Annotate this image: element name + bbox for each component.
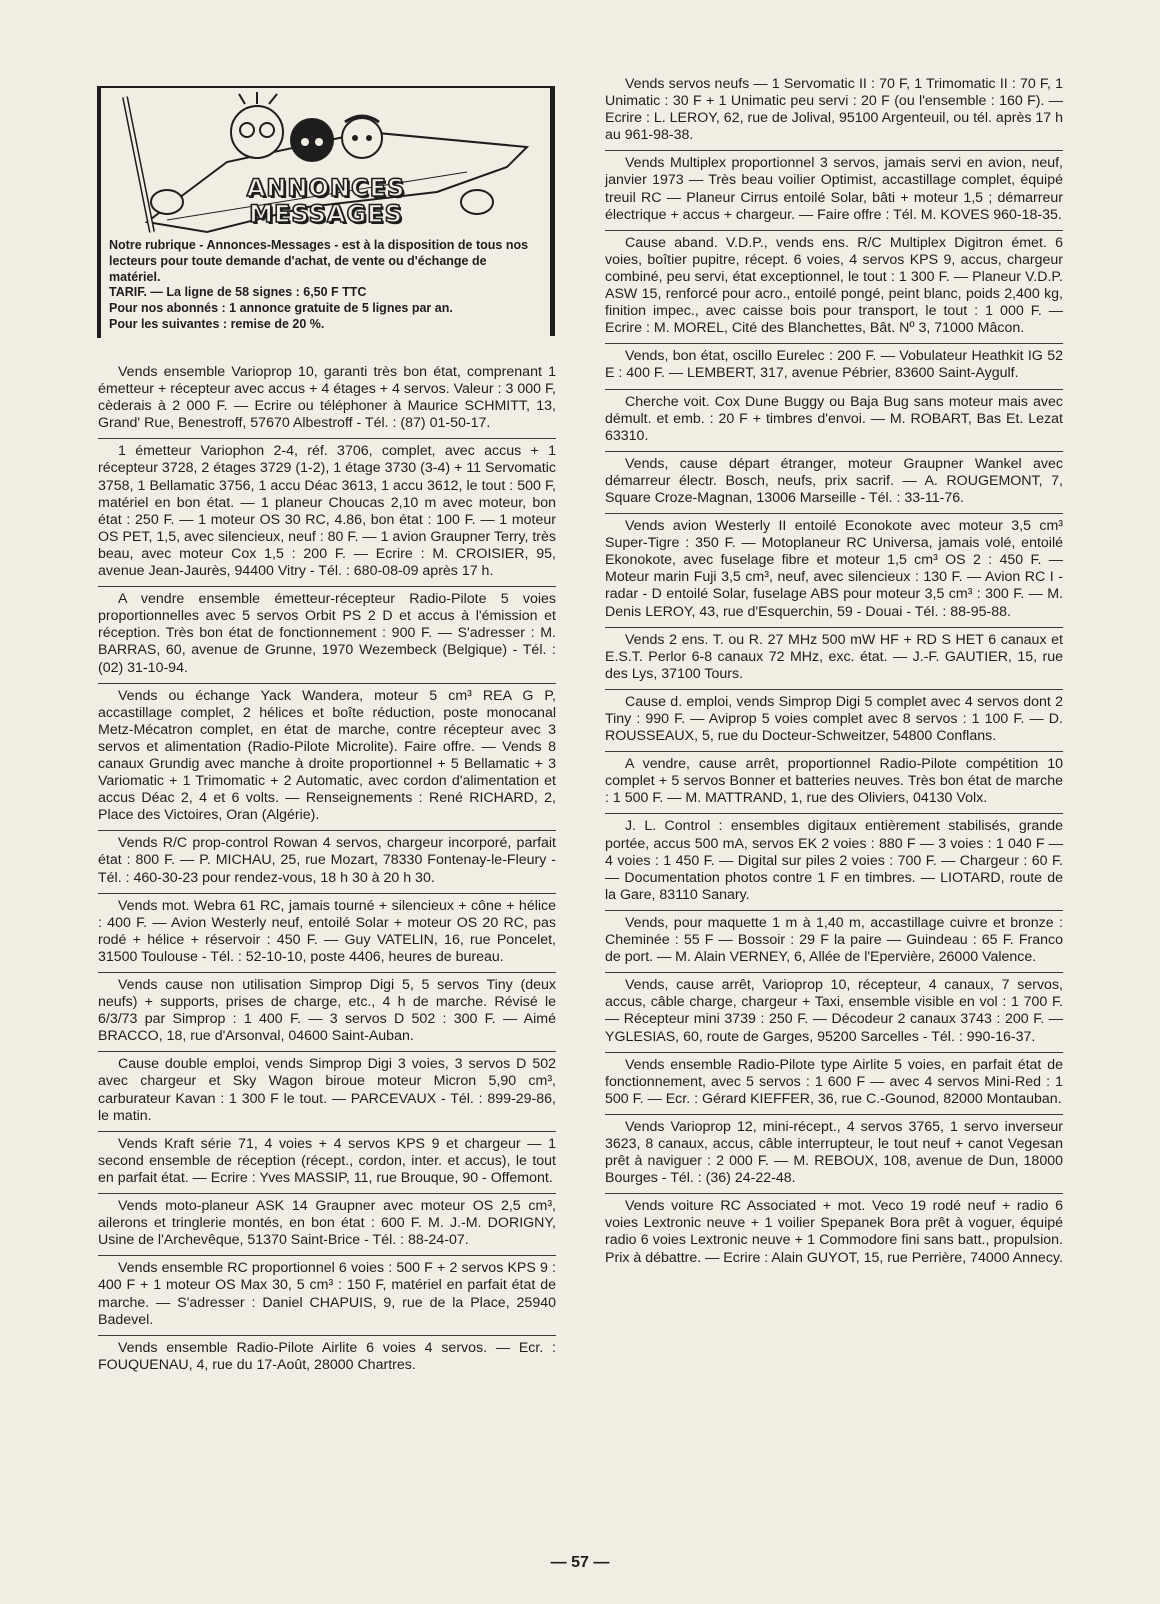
classified-ad: Vends ensemble Varioprop 10, garanti très bon état, comprenant 1 émetteur + récepteur avec accus + 4 étages + 4 servos. Valeur : 3 000 F, cèderais à 2 000 F. — Ecrire ou téléphoner à Maurice SCHMITT, 13, Grand' Rue, Benestroff, 57670 Albestroff - Tél. : (87) 01-50-17. bbox=[98, 360, 556, 439]
classified-ad: Vends moto-planeur ASK 14 Graupner avec moteur OS 2,5 cm³, ailerons et tringlerie montés, en bon état : 600 F. M. J.-M. DORIGNY, Usine de l'Archevêque, 51370 Saint-Brice - Tél. : 88-24-07. bbox=[98, 1194, 556, 1256]
classified-ad: Cause aband. V.D.P., vends ens. R/C Multiplex Digitron émet. 6 voies, boîtier pupitre, récept. 6 voies, 4 servos KPS 9, accus, chargeur combiné, peu servi, état exceptionnel, le tout : 1 300 F. — Planeur V.D.P. ASW 15, renforcé pour acro., entoilé pongé, peint blanc, poids 2,400 kg, finition impec., avec caisse bois pour transport, le tout : 1 000 F. — Ecrire : M. MOREL, Cité des Blanchettes, Bât. Nº 3, 71000 Mâcon. bbox=[605, 231, 1063, 345]
classified-ad: Cause d. emploi, vends Simprop Digi 5 complet avec 4 servos dont 2 Tiny : 990 F. — Aviprop 5 voies complet avec 8 servos : 1 100 F. — D. ROUSSEAUX, 5, rue du Docteur-Schweitzer, 54800 Conflans. bbox=[605, 690, 1063, 752]
classified-ad: Vends cause non utilisation Simprop Digi 5, 5 servos Tiny (deux neufs) + supports, prises de charge, etc., 4 h de marche. Révisé le 6/3/73 par Simprop : 1 400 F. — 3 servos D 502 : 300 F. — Aimé BRACCO, 18, rue d'Arsonval, 04600 Saint-Auban. bbox=[98, 973, 556, 1052]
classified-ad: Vends R/C prop-control Rowan 4 servos, chargeur incorporé, parfait état : 800 F. — P. MICHAU, 25, rue Mozart, 78330 Fontenay-le-Fleury - Tél. : 460-30-23 pour rendez-vous, 18 h 30 à 20 h 30. bbox=[98, 831, 556, 893]
classified-ad: Cherche voit. Cox Dune Buggy ou Baja Bug sans moteur mais avec démult. et emb. : 20 F + timbres d'envoi. — M. ROBART, Bas Et. Lezat 63310. bbox=[605, 390, 1063, 452]
classified-ad: Vends, bon état, oscillo Eurelec : 200 F. — Vobulateur Heathkit IG 52 E : 400 F. — LEMBERT, 317, avenue Pébrier, 83600 Saint-Aygulf. bbox=[605, 344, 1063, 389]
classified-ad: Vends ensemble Radio-Pilote Airlite 6 voies 4 servos. — Ecr. : FOUQUENAU, 4, rue du 17-Août, 28000 Chartres. bbox=[98, 1339, 556, 1373]
left-column bbox=[98, 360, 556, 1380]
classified-ad: Vends Multiplex proportionnel 3 servos, jamais servi en avion, neuf, janvier 1973 — Très beau voilier Optimist, accastillage complet, équipé treuil RC — Planeur Cirrus entoilé Solar, bâti + moteur 1,5 ; démarreur électrique + accus + chargeur. — Faire offre : Tél. M. KOVES 960-18-35. bbox=[605, 151, 1063, 230]
classified-ad: Vends mot. Webra 61 RC, jamais tourné + silencieux + cône + hélice : 400 F. — Avion Westerly neuf, entoilé Solar + moteur OS 20 RC, pas rodé + hélice + réservoir : 450 F. — Guy VATELIN, 16, rue Poncelet, 31500 Toulouse - Tél. : 52-10-10, poste 4406, heures de bureau. bbox=[98, 894, 556, 973]
classified-ad: A vendre, cause arrêt, proportionnel Radio-Pilote compétition 10 complet + 5 servos Bonner et batteries neuves. Très bon état de marche : 1 500 F. — M. MATTRAND, 1, rue des Oliviers, 04130 Volx. bbox=[605, 752, 1063, 814]
classified-ad: Cause double emploi, vends Simprop Digi 3 voies, 3 servos D 502 avec chargeur et Sky Wagon biroue moteur Micron 5,90 cm³, carburateur Kavan : 1 300 F le tout. — PARCEVAUX - Tél. : 899-29-86, le matin. bbox=[98, 1052, 556, 1131]
classified-ad: Vends, pour maquette 1 m à 1,40 m, accastillage cuivre et bronze : Cheminée : 55 F — Bossoir : 29 F la paire — Guindeau : 65 F. Franco de port. — M. Alain VERNEY, 6, Allée de l'Epervière, 26000 Valence. bbox=[605, 911, 1063, 973]
classified-ad: Vends voiture RC Associated + mot. Veco 19 rodé neuf + radio 6 voies Lextronic neuve + 1 voilier Spepanek Bora prêt à voguer, équipé radio 6 voies Lextronic neuve + 1 Commodore fini sans batt., propulsion. Prix à débattre. — Ecrire : Alain GUYOT, 15, rue Perrière, 74000 Annecy. bbox=[605, 1198, 1063, 1266]
classified-ad: Vends ensemble RC proportionnel 6 voies : 500 F + 2 servos KPS 9 : 400 F + 1 moteur OS Max 30, 5 cm³ : 150 F, matériel en parfait état de marche. — S'adresser : Daniel CHAPUIS, 9, rue de la Place, 25940 Badevel. bbox=[98, 1256, 556, 1335]
intro-text: Notre rubrique - Annonces-Messages - est à la disposition de tous nos lecteurs pour toute demande d'achat, de vente ou d'échange de matériel. bbox=[109, 238, 529, 284]
classified-ad: Vends servos neufs — 1 Servomatic II : 70 F, 1 Trimomatic II : 70 F, 1 Unimatic : 30 F + 1 Unimatic peu servi : 20 F (ou l'ensemble : 160 F). — Ecrire : L. LEROY, 62, rue de Jolival, 95100 Argenteuil, ou tél. après 17 h au 961-98-38. bbox=[605, 72, 1063, 151]
classified-ad: Vends Varioprop 12, mini-récept., 4 servos 3765, 1 servo inverseur 3623, 8 canaux, accus, câble interrupteur, le tout neuf + canot Vegesan prêt à naviguer : 2 000 F. — M. REBOUX, 108, avenue de Dun, 18000 Bourges - Tél. : (36) 24-22-48. bbox=[605, 1115, 1063, 1194]
classified-ad: Vends ensemble Radio-Pilote type Airlite 5 voies, en parfait état de fonctionnement, avec 5 servos : 1 600 F — avec 4 servos Mini-Red : 1 500 F. — Ecr. : Gérard KIEFFER, 36, rue C.-Gounod, 82000 Montauban. bbox=[605, 1053, 1063, 1115]
classified-ad: Vends 2 ens. T. ou R. 27 MHz 500 mW HF + RD S HET 6 canaux et E.S.T. Perlor 6-8 canaux 72 MHz, exc. état. — J.-F. GAUTIER, 15, rue des Lys, 37100 Tours. bbox=[605, 628, 1063, 690]
classified-ad: J. L. Control : ensembles digitaux entièrement stabilisés, grande portée, accus 500 mA, servos EK 2 voies : 880 F — 3 voies : 1 040 F — 4 voies : 1 450 F. — Digital sur piles 2 voies : 700 F. — Chargeur : 60 F. — Documentation photos contre 1 F en timbres. — LIOTARD, route de la Gare, 83110 Sanary. bbox=[605, 814, 1063, 910]
suivantes-text: Pour les suivantes : remise de 20 %. bbox=[109, 316, 325, 331]
header-intro bbox=[109, 238, 541, 333]
classified-ad: A vendre ensemble émetteur-récepteur Radio-Pilote 5 voies proportionnelles avec 5 servos Orbit PS 2 D et accus à l'émission et réception. Très bon état de fonctionnement : 900 F. — S'adresser : M. BARRAS, 60, avenue de Grunne, 1970 Wezembeck (Belgique) - Tél. : (02) 31-10-94. bbox=[98, 587, 556, 683]
classified-ad: Vends ou échange Yack Wandera, moteur 5 cm³ REA G P, accastillage complet, 2 hélices et boîte réduction, poste monocanal Metz-Mécatron complet, en état de marche, contre récepteur avec 3 servos et alimentation (Radio-Pilote Microlite). Faire offre. — Vends 8 canaux Grundig avec manche à droite proportionnel + 5 Bellamatic + 3 Variomatic + 1 Trimomatic + 2 Automatic, avec cordon d'alimentation et accus Déac 2, 4 et 6 volts. — Renseignements : René RICHARD, 2, Place des Victoires, Oran (Algérie). bbox=[98, 684, 556, 832]
header-title-annonces: ANNONCES bbox=[246, 174, 406, 202]
page-number: — 57 — bbox=[550, 1554, 610, 1571]
classified-ad: Vends avion Westerly II entoilé Econokote avec moteur 3,5 cm³ Super-Tigre : 350 F. — Motoplaneur RC Universa, jamais volé, entoilé Ekonokote, avec fuselage fibre et moteur 1,5 cm³ OS 2 : 450 F. — Moteur marin Fuji 3,5 cm³, neuf, avec silencieux : 130 F. — Avion RC I - radar - D entoilé Solar, fuselage ABS pour moteur 3,5 cm³ : 300 F. — M. Denis LEROY, 43, rue d'Esquerchin, 59 - Douai - Tél. : 88-95-88. bbox=[605, 514, 1063, 628]
tarif-text: TARIF. — La ligne de 58 signes : 6,50 F TTC bbox=[109, 285, 367, 300]
abonnes-text: Pour nos abonnés : 1 annonce gratuite de 5 lignes par an. bbox=[109, 301, 453, 316]
classified-ad: Vends, cause départ étranger, moteur Graupner Wankel avec démarreur électr. Bosch, neufs, prix sacrif. — A. ROUGEMONT, 7, Square Croze-Magnan, 13006 Marseille - Tél. : 33-11-76. bbox=[605, 452, 1063, 514]
classified-ad: Vends Kraft série 71, 4 voies + 4 servos KPS 9 et chargeur — 1 second ensemble de réception (récept., cordon, inter. et accus), le tout en parfait état. — Ecrire : Yves MASSIP, 11, rue Brouque, 90 - Offemont. bbox=[98, 1132, 556, 1194]
right-column bbox=[605, 72, 1063, 1273]
classified-ad: 1 émetteur Variophon 2-4, réf. 3706, complet, avec accus + 1 récepteur 3728, 2 étages 3729 (1-2), 1 étage 3730 (3-4) + 11 Servomatic 3758, 1 Bellamatic 3756, 1 accu Déac 3613, 1 accu 3612, le tout : 500 F, matériel en bon état. — 1 planeur Choucas 2,10 m avec moteur, bon état : 250 F. — 1 moteur OS 30 RC, 4.86, bon état : 100 F. — 1 moteur OS PET, 1,5, avec silencieux, neuf : 80 F. — 1 avion Graupner Terry, très beau, avec moteur Cox 1,5 : 200 F. — Ecrire : M. CROISIER, 95, avenue Jean-Jaurès, 94400 Vitry - Tél. : 680-08-09 après 17 h. bbox=[98, 439, 556, 587]
annonces-header-box bbox=[97, 86, 555, 336]
header-title-messages: MESSAGES bbox=[249, 200, 403, 228]
classified-ad: Vends, cause arrêt, Varioprop 10, récepteur, 4 canaux, 7 servos, accus, câble charge, chargeur + Taxi, ensemble visible en vol : 1 700 F. — Récepteur mini 3739 : 250 F. — Décodeur 2 canaux 3743 : 200 F. — YGLESIAS, 60, route de Garges, 95200 Sarcelles - Tél. : 990-16-37. bbox=[605, 973, 1063, 1052]
